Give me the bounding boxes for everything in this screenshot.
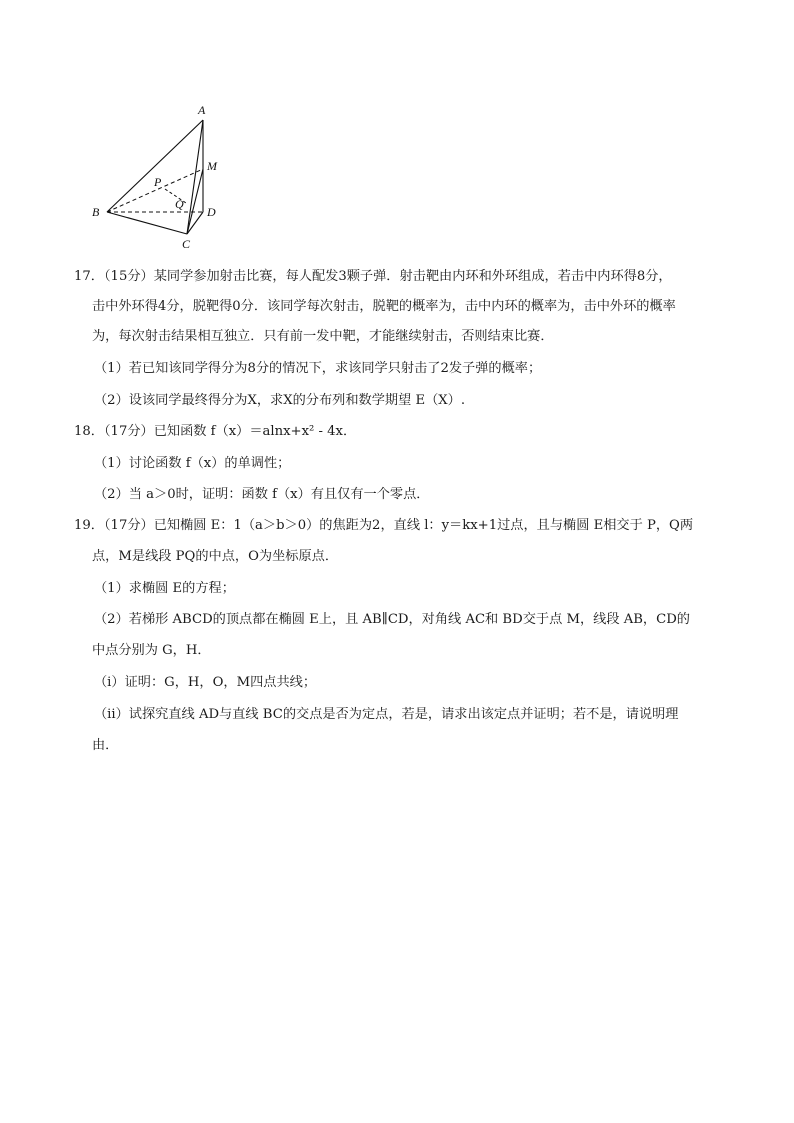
q18-sub2: （2）当 a＞0时，证明：函数 f（x）有且仅有一个零点． — [94, 487, 430, 502]
q19-sub2ii-a: （ii）试探究直线 AD与直线 BC的交点是否为定点，若是，请求出该定点并证明；若不是，请说明理 — [94, 707, 679, 722]
label-q: Q — [175, 197, 184, 211]
tetrahedron-diagram — [86, 98, 236, 258]
q19-line1: 19．（17分）已知椭圆 E：1（a＞b＞0）的焦距为2，直线 l：y＝kx+1过点，且与椭圆 E相交于 P，Q两 — [74, 518, 694, 533]
q19-line2: 点，M是线段 PQ的中点，O为坐标原点． — [92, 549, 339, 564]
label-m: M — [207, 159, 217, 173]
q17-line1: 17．（15分）某同学参加射击比赛，每人配发3颗子弹．射击靶由内环和外环组成，若击中内环得8分， — [74, 269, 672, 284]
q17-sub2: （2）设该同学最终得分为X，求X的分布列和数学期望 E（X）. — [94, 393, 466, 408]
label-c: C — [182, 237, 191, 251]
tetrahedron-figure — [86, 98, 236, 258]
edge-ab — [107, 120, 203, 212]
q19-sub1: （1）求椭圆 E的方程； — [94, 581, 235, 596]
q19-sub2i: （i）证明：G，H，O，M四点共线； — [94, 675, 317, 690]
label-a: A — [198, 103, 206, 117]
label-b: B — [92, 205, 100, 219]
q18-sub1: （1）讨论函数 f（x）的单调性； — [94, 456, 291, 471]
q19-sub2ii-b: 由． — [92, 738, 119, 753]
label-d: D — [207, 205, 216, 219]
label-p: P — [154, 175, 162, 189]
q17-line3: 为，每次射击结果相互独立．只有前一发中靶，才能继续射击，否则结束比赛． — [92, 329, 554, 344]
q19-sub2b: 中点分别为 G，H． — [92, 643, 211, 658]
edge-bc — [107, 212, 187, 234]
q17-line2: 击中外环得4分，脱靶得0分．该同学每次射击，脱靶的概率为，击中内环的概率为，击中外环的概率 — [92, 299, 676, 314]
q19-sub2a: （2）若梯形 ABCD的顶点都在椭圆 E上，且 AB∥CD，对角线 AC和 BD交于点 M，线段 AB，CD的 — [94, 612, 690, 627]
q18-line1: 18．（17分）已知函数 f（x）＝alnx+x² - 4x． — [74, 424, 357, 439]
q17-sub1: （1）若已知该同学得分为8分的情况下，求该同学只射击了2发子弹的概率； — [94, 361, 542, 376]
